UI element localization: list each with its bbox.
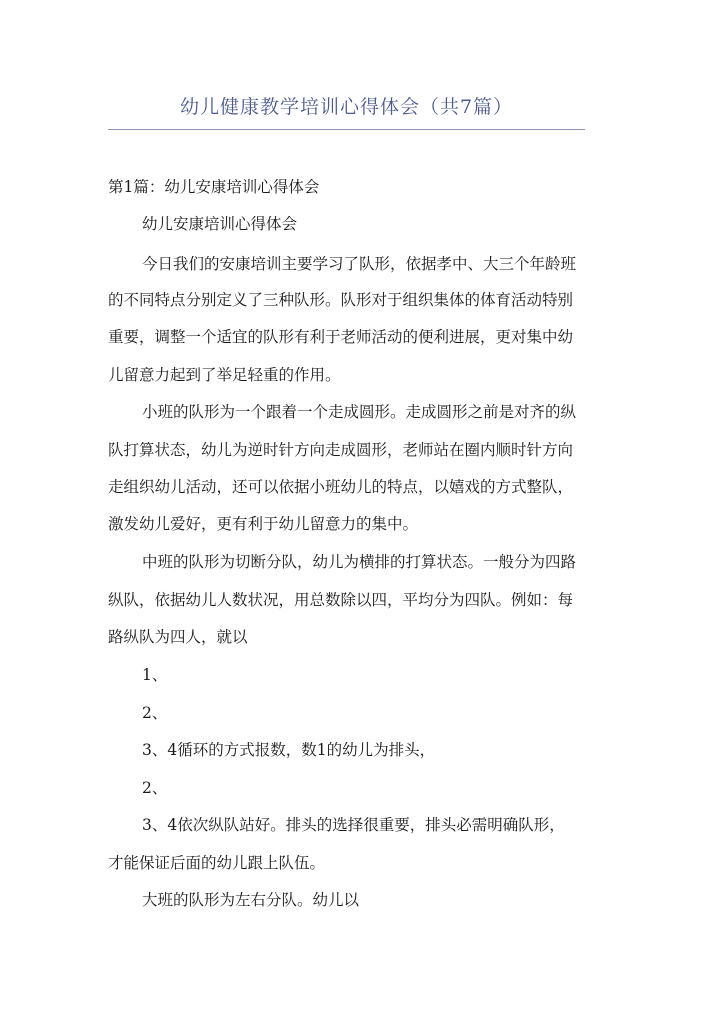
paragraph-line: 中班的队形为切断分队，幼儿为横排的打算状态。一般分为四路 [142,553,577,571]
paragraph-line: 小班的队形为一个跟着一个走成圆形。走成圆形之前是对齐的纵 [142,403,577,421]
paragraph-line: 儿留意力起到了举足轻重的作用。 [108,366,341,384]
document-title: 幼儿健康教学培训心得体会（共7篇） [179,96,514,118]
paragraph-line: 2、 [142,704,168,722]
paragraph-line: 走组织幼儿活动，还可以依据小班幼儿的特点，以嬉戏的方式整队， [108,478,574,496]
subheading: 幼儿安康培训心得体会 [142,215,298,233]
paragraph-line: 3、4依次纵队站好。排头的选择很重要，排头必需明确队形， [142,816,565,834]
title-divider [108,129,585,130]
paragraph-line: 纵队，依据幼儿人数状况，用总数除以四，平均分为四队。例如：每 [108,591,574,609]
paragraph-line: 路纵队为四人，就以 [108,628,248,646]
paragraph-line: 2、 [142,779,168,797]
section-heading: 第1篇：幼儿安康培训心得体会 [108,178,320,196]
paragraph-line: 才能保证后面的幼儿跟上队伍。 [108,854,326,872]
paragraph-line: 队打算状态，幼儿为逆时针方向走成圆形，老师站在圈内顺时针方向 [108,441,574,459]
paragraph-line: 今日我们的安康培训主要学习了队形，依据孝中、大三个年龄班 [142,255,577,273]
paragraph-line: 3、4循环的方式报数，数1的幼儿为排头， [142,741,436,759]
paragraph-line: 1、 [142,666,168,684]
paragraph-line: 的不同特点分别定义了三种队形。队形对于组织集体的体育活动特别 [108,291,574,309]
paragraph-line: 大班的队形为左右分队。幼儿以 [142,891,360,909]
paragraph-line: 重要，调整一个适宜的队形有利于老师活动的便利进展，更对集中幼 [108,328,574,346]
paragraph-line: 激发幼儿爱好，更有利于幼儿留意力的集中。 [108,515,419,533]
